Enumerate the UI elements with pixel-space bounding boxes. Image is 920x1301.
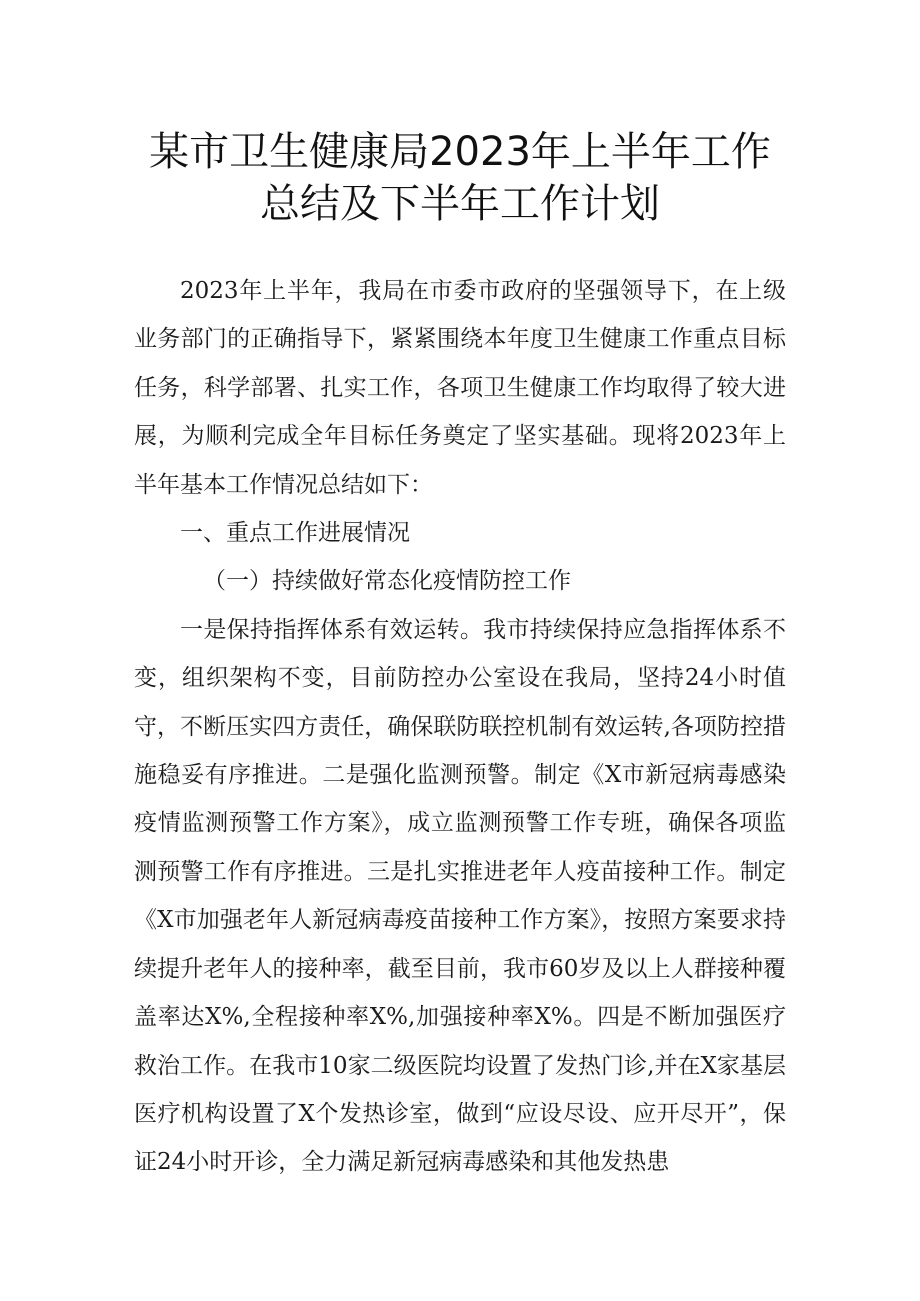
document-body [134, 267, 786, 1187]
document-title-line-1: 某市卫生健康局2023年上半年工作 [149, 129, 771, 175]
subsection-heading: （一）持续做好常态化疫情防控工作 [203, 568, 571, 595]
document-title-line-2: 总结及下半年工作计划 [260, 181, 660, 227]
section-heading: 一、重点工作进展情况 [180, 520, 410, 547]
intro-paragraph: 2023年上半年，我局在市委市政府的坚强领导下，在上级业务部门的正确指导下，紧紧围绕本年度卫生健康工作重点目标任务，科学部署、扎实工作，各项卫生健康工作均取得了较大进展，为顺利完成全年目标任务奠定了坚实基础。现将2023年上半年基本工作情况总结如下： [134, 278, 786, 498]
body-paragraph: 一是保持指挥体系有效运转。我市持续保持应急指挥体系不变，组织架构不变，目前防控办公室设在我局，坚持24小时值守，不断压实四方责任，确保联防联控机制有效运转,各项防控措施稳妥有序推进。二是强化监测预警。制定《X市新冠病毒感染疫情监测预警工作方案》，成立监测预警工作专班，确保各项监测预警工作有序推进。三是扎实推进老年人疫苗接种工作。制定《X市加强老年人新冠病毒疫苗接种工作方案》，按照方案要求持续提升老年人的接种率，截至目前，我市60岁及以上人群接种覆盖率达X%,全程接种率X%,加强接种率X%。四是不断加强医疗救治工作。在我市10家二级医院均设置了发热门诊,并在X家基层医疗机构设置了X个发热诊室，做到“应设尽设、应开尽开”，保证24小时开诊，全力满足新冠病毒感染和其他发热患 [134, 616, 786, 1176]
